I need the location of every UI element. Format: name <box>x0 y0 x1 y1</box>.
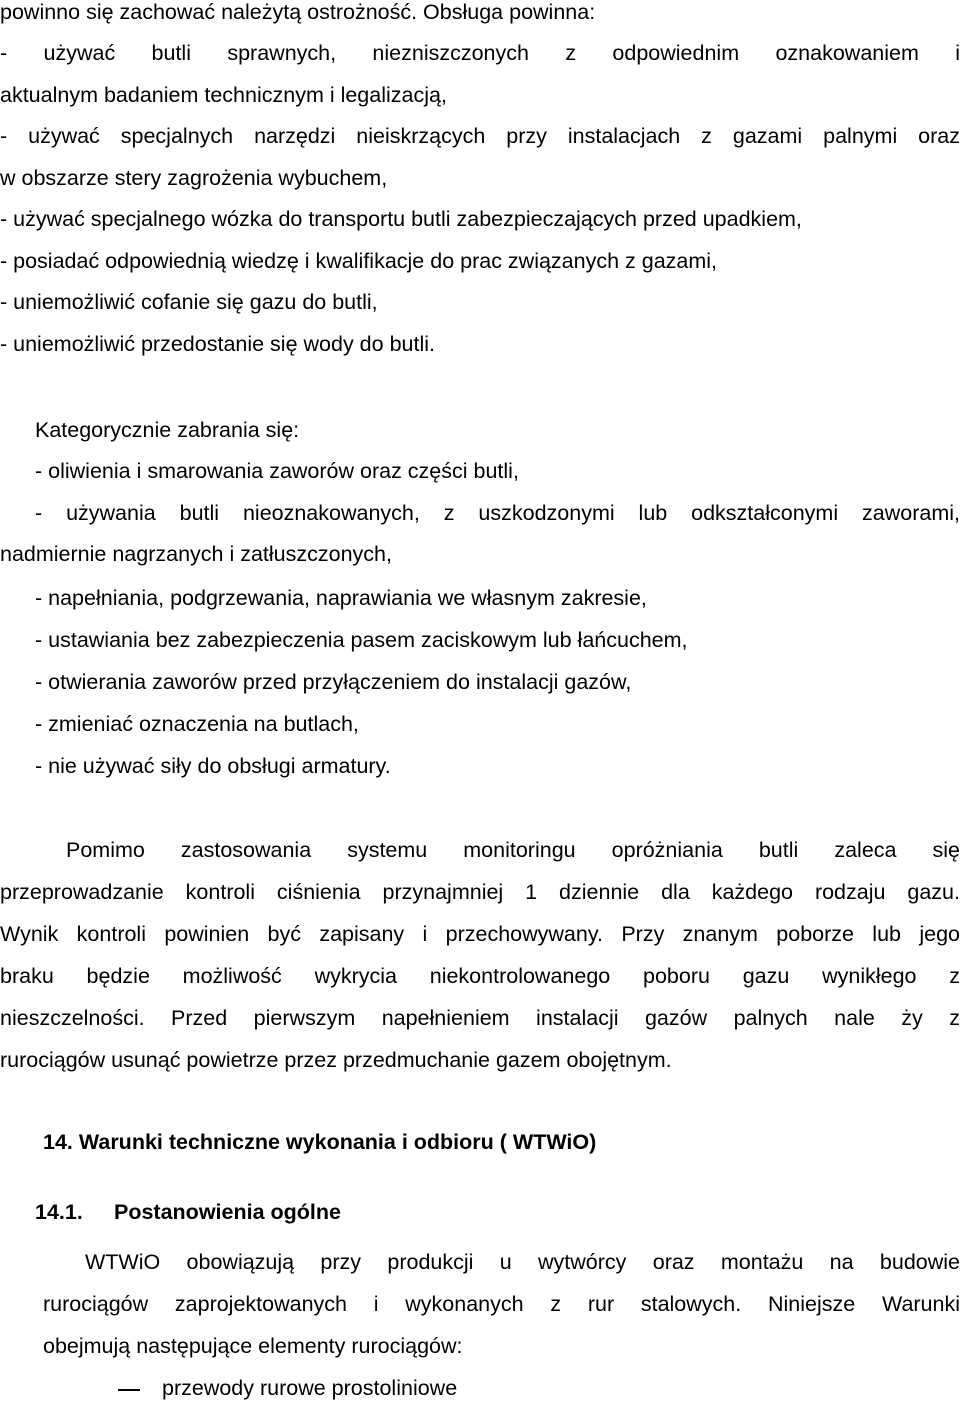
subsection-title: Postanowienia ogólne <box>114 1200 341 1224</box>
section-heading-14: 14. Warunki techniczne wykonania i odbioru ( WTWiO) <box>43 1130 597 1154</box>
line-5: w obszarze stery zagrożenia wybuchem, <box>0 166 388 190</box>
paragraph-line: Wynik kontroli powinien być zapisany i przechowywany. Przy znanym poborze lub jego <box>0 922 960 946</box>
paragraph-line: przeprowadzanie kontroli ciśnienia przynajmniej 1 dziennie dla każdego rodzaju gazu. <box>0 880 960 904</box>
line-8: - uniemożliwić cofanie się gazu do butli, <box>0 290 378 314</box>
prohibition-item: - oliwienia i smarowania zaworów oraz części butli, <box>35 459 519 483</box>
paragraph-line: rurociągów usunąć powietrze przez przedmuchanie gazem obojętnym. <box>0 1048 672 1072</box>
prohibition-item: - zmieniać oznaczenia na butlach, <box>35 712 359 736</box>
paragraph-line: braku będzie możliwość wykrycia niekontrolowanego poboru gazu wynikłego z <box>0 964 960 988</box>
line-4: - używać specjalnych narzędzi nieiskrzących przy instalacjach z gazami palnymi oraz <box>0 124 960 148</box>
line-3: aktualnym badaniem technicznym i legalizacją, <box>0 83 447 107</box>
prohibition-item-cont: nadmiernie nagrzanych i zatłuszczonych, <box>0 542 392 566</box>
prohibition-item: - otwierania zaworów przed przyłączeniem do instalacji gazów, <box>35 670 632 694</box>
subsection-number: 14.1. <box>35 1200 83 1224</box>
paragraph-line: Pomimo zastosowania systemu monitoringu opróżniania butli zaleca się <box>66 838 960 862</box>
line-9: - uniemożliwić przedostanie się wody do butli. <box>0 332 435 356</box>
line-7: - posiadać odpowiednią wiedzę i kwalifikacje do prac związanych z gazami, <box>0 249 718 273</box>
prohibition-item: - nie używać siły do obsługi armatury. <box>35 754 391 778</box>
line-6: - używać specjalnego wózka do transportu butli zabezpieczających przed upadkiem, <box>0 207 802 231</box>
prohibitions-heading: Kategorycznie zabrania się: <box>35 418 300 442</box>
list-dash <box>118 1389 140 1391</box>
list-item: przewody rurowe prostoliniowe <box>162 1376 458 1400</box>
paragraph-line: nieszczelności. Przed pierwszym napełnieniem instalacji gazów palnych nale ży z <box>0 1006 960 1030</box>
prohibition-item: - używania butli nieoznakowanych, z uszkodzonymi lub odkształconymi zaworami, <box>35 501 960 525</box>
prohibition-item: - ustawiania bez zabezpieczenia pasem zaciskowym lub łańcuchem, <box>35 628 688 652</box>
paragraph-line: rurociągów zaprojektowanych i wykonanych z rur stalowych. Niniejsze Warunki <box>43 1292 960 1316</box>
line-1: powinno się zachować należytą ostrożność. Obsługa powinna: <box>0 0 596 24</box>
line-2: - używać butli sprawnych, niezniszczonych z odpowiednim oznakowaniem i <box>0 41 960 65</box>
paragraph-line: obejmują następujące elementy rurociągów: <box>43 1334 463 1358</box>
paragraph-line: WTWiO obowiązują przy produkcji u wytwórcy oraz montażu na budowie <box>85 1250 960 1274</box>
prohibition-item: - napełniania, podgrzewania, naprawiania we własnym zakresie, <box>35 586 647 610</box>
